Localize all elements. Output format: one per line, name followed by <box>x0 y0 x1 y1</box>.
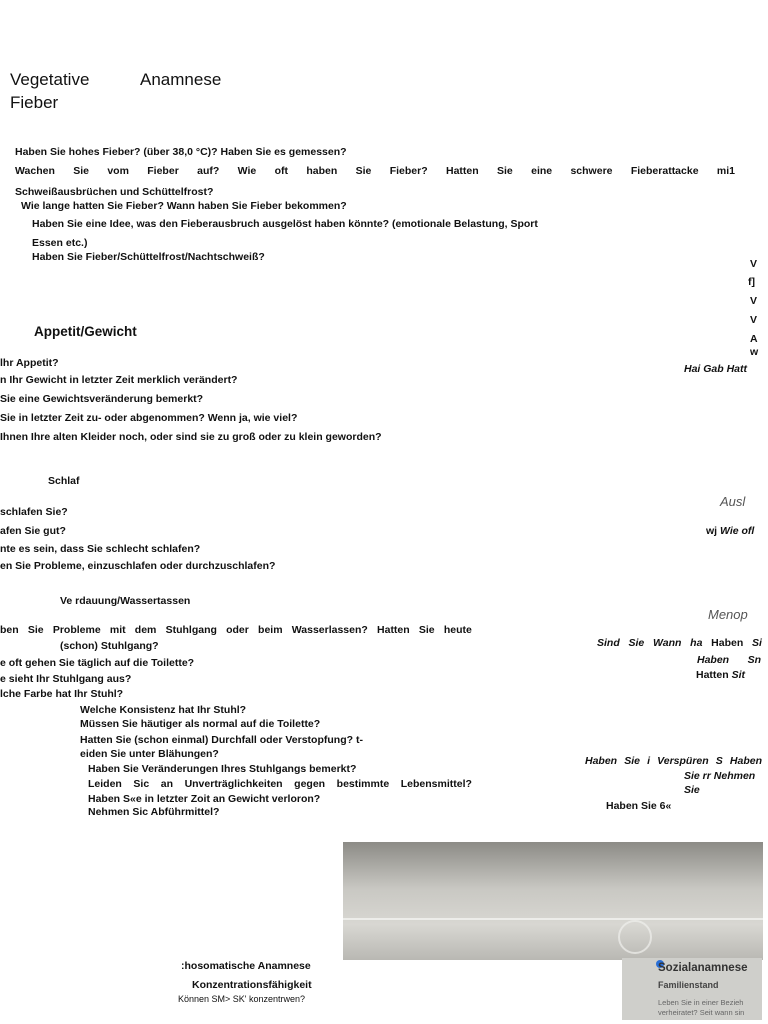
word: Fieberattacke <box>630 165 699 177</box>
right-fragment <box>697 654 761 667</box>
word: Wie ofl <box>720 525 755 537</box>
margin-letter: V <box>750 258 758 270</box>
snippet-title: Sozialanamnese <box>658 962 748 974</box>
snippet-line: Leben Sie in einer Bezieh <box>658 998 744 1007</box>
word: Sie <box>418 624 435 636</box>
snippet-line: verheiratet? Seit wann sin <box>658 1008 745 1017</box>
verdauung-q6: Müssen Sie häutiger als normal auf die Toilette? <box>80 718 321 730</box>
word: vom <box>107 165 129 177</box>
fieber-q1: Haben Sie hohes Fieber? (über 38,0 °C)? Haben Sie es gemessen? <box>15 146 347 158</box>
title-anamnese: Anamnese <box>140 70 222 89</box>
right-fragment <box>696 669 745 682</box>
word: Sie <box>628 637 645 649</box>
word: Sn <box>747 654 761 666</box>
verdauung-q4: lche Farbe hat Ihr Stuhl? <box>0 688 124 700</box>
right-fragment: Haben Sie 6« <box>606 800 672 812</box>
appetit-q1: lhr Appetit? <box>0 357 59 369</box>
photo-highlight <box>343 918 763 920</box>
word: an <box>160 778 173 790</box>
margin-letter: A <box>750 333 758 345</box>
word: Sie <box>624 755 640 767</box>
margin-letter: V <box>750 314 758 326</box>
right-fragment: Hai Gab Hatt <box>684 363 748 375</box>
word: Lebensmittel? <box>400 778 472 790</box>
word: bestimmte <box>336 778 390 790</box>
word: ha <box>690 637 703 649</box>
fieber-q4: Haben Sie eine Idee, was den Fieberausbruch ausgelöst haben könnte? (emotionale Belastung, Sport <box>32 218 538 230</box>
photo-fragment <box>343 842 763 960</box>
verdauung-q1 <box>0 624 472 637</box>
verdauung-q9: Haben Sie Veränderungen Ihres Stuhlgangs bemerkt? <box>88 763 357 775</box>
word: Sic <box>133 778 150 790</box>
word: Wann <box>653 637 682 649</box>
fieber-q4b: Essen etc.) <box>32 237 88 249</box>
word: schwere <box>570 165 613 177</box>
subtitle-fieber: Fieber <box>10 93 59 112</box>
word: auf? <box>197 165 220 177</box>
word: oder <box>226 624 249 636</box>
word: heute <box>443 624 472 636</box>
word: dem <box>134 624 157 636</box>
word: Probleme <box>52 624 101 636</box>
right-fragment: Sie <box>684 784 700 796</box>
photo-ring <box>618 920 652 954</box>
word: Haben <box>711 637 744 649</box>
margin-letter: f] <box>748 276 755 288</box>
word: Sie <box>355 165 372 177</box>
snippet-subtitle: Familienstand <box>658 980 719 990</box>
word: S <box>715 755 723 767</box>
word: oft <box>274 165 288 177</box>
word: ben <box>0 624 19 636</box>
word: Hatten <box>445 165 479 177</box>
word: Fieber? <box>389 165 428 177</box>
word: Sie <box>497 165 513 177</box>
word: Sind <box>597 637 620 649</box>
fieber-q5: Haben Sie Fieber/Schüttelfrost/Nachtschweiß? <box>32 251 265 263</box>
verdauung-q10 <box>88 778 472 791</box>
word: Wachen <box>15 165 55 177</box>
word: Sie <box>27 624 44 636</box>
right-fragment: Ausl <box>720 494 746 509</box>
word: Sie <box>73 165 89 177</box>
verdauung-q3: e sieht Ihr Stuhlgang aus? <box>0 673 132 685</box>
word: Haben <box>585 755 618 767</box>
word: eine <box>531 165 553 177</box>
schlaf-q1: schlafen Sie? <box>0 506 68 518</box>
schlaf-title: Schlaf <box>48 475 80 487</box>
appetit-q4: Sie in letzter Zeit zu- oder abgenommen? Wenn ja, wie viel? <box>0 412 298 424</box>
word: Stuhlgang <box>165 624 217 636</box>
schlaf-q4: en Sie Probleme, einzuschlafen oder durchzuschlafen? <box>0 560 276 572</box>
word: Wasserlassen? <box>291 624 368 636</box>
word: mi1 <box>716 165 735 177</box>
verdauung-q5: Welche Konsistenz hat Ihr Stuhl? <box>80 704 247 716</box>
schlaf-q3: nte es sein, dass Sie schlecht schlafen? <box>0 543 201 555</box>
word: beim <box>258 624 283 636</box>
word: Si <box>752 637 762 649</box>
right-fragment <box>585 755 762 768</box>
word: i <box>647 755 650 767</box>
word: Leiden <box>88 778 122 790</box>
word: Haben <box>729 755 762 767</box>
konzentration-heading: Konzentrationsfähigkeit <box>192 979 312 991</box>
sozialanamnese-snippet <box>622 958 762 1020</box>
word: Wie <box>237 165 257 177</box>
right-fragment <box>597 637 762 650</box>
word: Unverträglichkeiten <box>184 778 283 790</box>
appetit-q5: Ihnen Ihre alten Kleider noch, oder sind sie zu groß oder zu klein geworden? <box>0 431 382 443</box>
word: gegen <box>294 778 326 790</box>
fieber-q2b: Schweißausbrüchen und Schüttelfrost? <box>15 186 214 198</box>
psychosomatic-heading: :hosomatische Anamnese <box>181 960 311 972</box>
margin-letter: V <box>750 295 758 307</box>
right-fragment <box>706 525 754 538</box>
word: Verspüren <box>657 755 709 767</box>
word: Sit <box>731 669 746 681</box>
word: Fieber <box>147 165 179 177</box>
word: mit <box>109 624 126 636</box>
verdauung-q12: Nehmen Sic Abführmittel? <box>88 806 220 818</box>
verdauung-title: Ve rdauung/Wassertassen <box>60 595 191 607</box>
schlaf-q2: afen Sie gut? <box>0 525 66 537</box>
appetit-q2: n Ihr Gewicht in letzter Zeit merklich verändert? <box>0 374 238 386</box>
title-vegetative: Vegetative <box>10 70 90 89</box>
verdauung-q1b: (schon) Stuhlgang? <box>60 640 159 652</box>
fieber-q3: Wie lange hatten Sie Fieber? Wann haben Sie Fieber bekommen? <box>21 200 347 212</box>
verdauung-q2: e oft gehen Sie täglich auf die Toilette? <box>0 657 195 669</box>
word: Hatten <box>696 669 729 681</box>
verdauung-q11: Haben S«e in letzter Zoit an Gewicht verloron? <box>88 793 321 805</box>
word: wj <box>706 525 718 537</box>
right-fragment: Menop <box>708 607 748 622</box>
verdauung-q8: eiden Sie unter Blähungen? <box>80 748 219 760</box>
word: Hatten <box>377 624 410 636</box>
verdauung-q7: Hatten Sie (schon einmal) Durchfall oder Verstopfung? t- <box>80 734 363 746</box>
fieber-q2 <box>15 165 735 178</box>
appetit-title: Appetit/Gewicht <box>34 324 137 339</box>
word: haben <box>306 165 338 177</box>
word: Haben <box>697 654 730 666</box>
right-fragment: Sie rr Nehmen <box>684 770 756 782</box>
konzentration-question: Können SM> SK' konzentrwen? <box>178 994 306 1004</box>
appetit-q3: Sie eine Gewichtsveränderung bemerkt? <box>0 393 204 405</box>
margin-letter: w <box>750 346 759 358</box>
